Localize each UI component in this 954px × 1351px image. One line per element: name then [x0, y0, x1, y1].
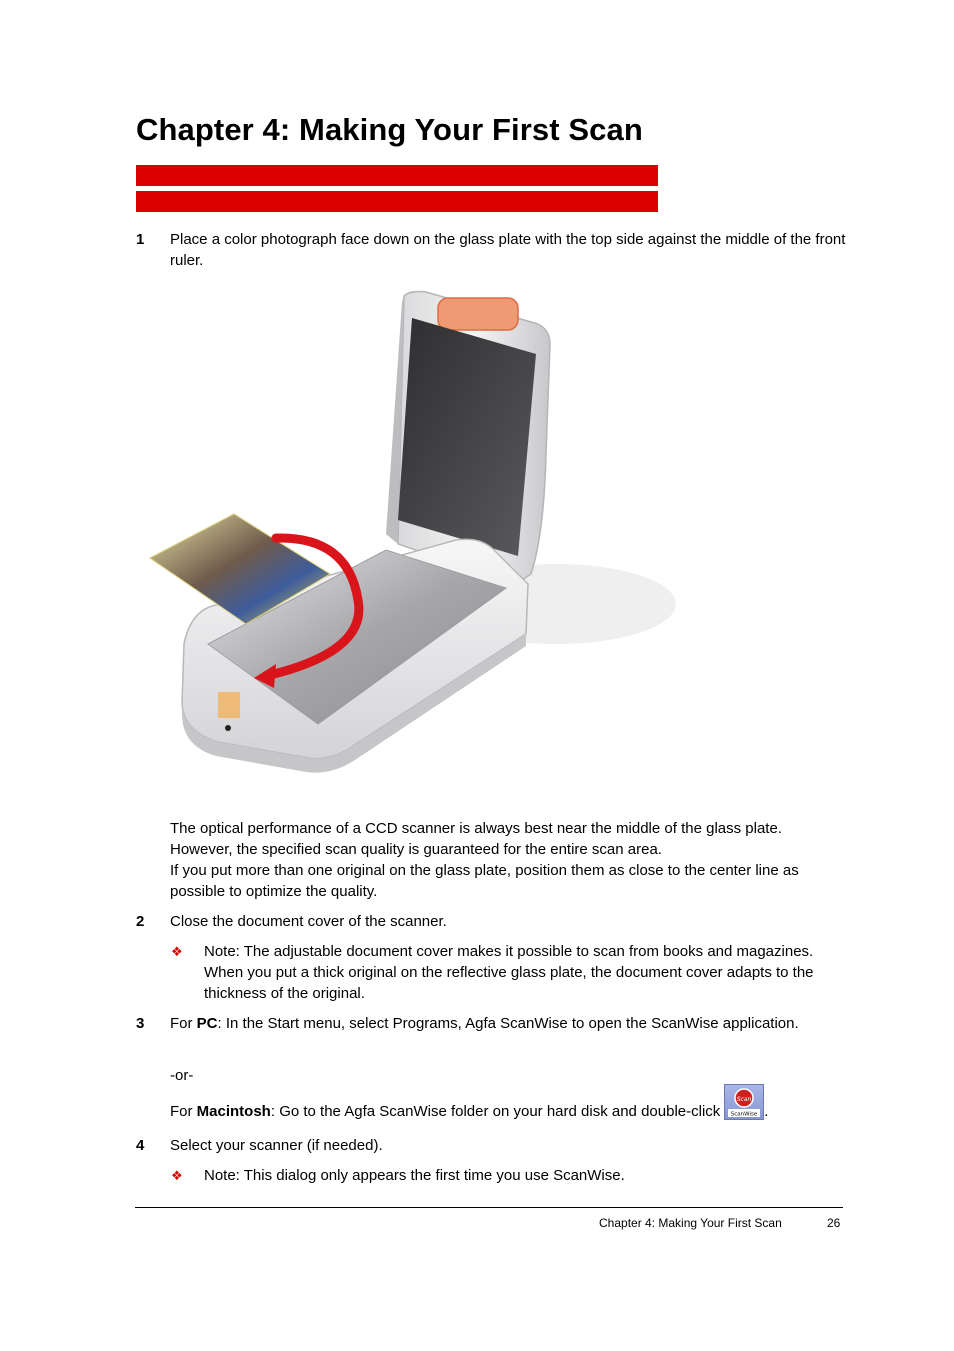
scanwise-icon-badge: Scan — [736, 1096, 752, 1103]
optical-performance-paragraph — [170, 818, 850, 902]
note-bullet-icon: ❖ — [171, 1168, 183, 1183]
step-2-number: 2 — [136, 913, 145, 930]
step-3-mac-body: : Go to the Agfa ScanWise folder on your hard disk and double-click — [270, 1103, 721, 1120]
title-red-bar-top — [136, 165, 658, 186]
step-3-or: -or- — [170, 1067, 194, 1084]
note-bullet-icon: ❖ — [171, 944, 183, 959]
step-1-number: 1 — [136, 231, 145, 248]
step-4-text: Select your scanner (if needed). — [170, 1137, 383, 1154]
step-3-mac-label: Macintosh — [196, 1103, 271, 1120]
scanwise-app-icon — [724, 1084, 764, 1120]
optical-line-3: If you put more than one original on the glass plate, position them as close to the center line as possible to optimize the quality. — [170, 862, 799, 900]
step-3-mac-prefix: For — [170, 1103, 197, 1120]
note-document-cover: Note: The adjustable document cover makes it possible to scan from books and magazines. When you put a thick original on the reflective glass plate, the document cover adapts to the thickness of the original. — [204, 943, 814, 1002]
footer-rule — [135, 1207, 843, 1208]
page-title: Chapter 4: Making Your First Scan — [136, 112, 643, 147]
scanner-illustration — [136, 284, 720, 794]
optical-line-1: The optical performance of a CCD scanner is always best near the middle of the glass plate. — [170, 820, 782, 837]
scanwise-icon-label: ScanWise — [731, 1111, 758, 1118]
step-3-mac-text — [170, 1084, 850, 1130]
footer-page-number: 26 — [827, 1216, 841, 1230]
step-2-text: Close the document cover of the scanner. — [170, 913, 447, 930]
step-3-pc-body: : In the Start menu, select Programs, Agfa ScanWise to open the ScanWise application. — [217, 1015, 799, 1032]
step-3-mac-suffix: . — [764, 1103, 769, 1120]
optical-line-2: However, the specified scan quality is guaranteed for the entire scan area. — [170, 841, 662, 858]
step-3-pc-label: PC — [196, 1015, 218, 1032]
footer-chapter: Chapter 4: Making Your First Scan — [599, 1216, 782, 1230]
title-red-bar-bottom — [136, 191, 658, 212]
step-4-number: 4 — [136, 1137, 145, 1154]
note-dialog-first-time: Note: This dialog only appears the first time you use ScanWise. — [204, 1167, 625, 1184]
step-1-text: Place a color photograph face down on the glass plate with the top side against the middle of the front ruler. — [170, 231, 846, 269]
step-3-pc-text — [170, 1013, 850, 1034]
step-3-pc-prefix: For — [170, 1015, 197, 1032]
step-3-number: 3 — [136, 1015, 145, 1032]
